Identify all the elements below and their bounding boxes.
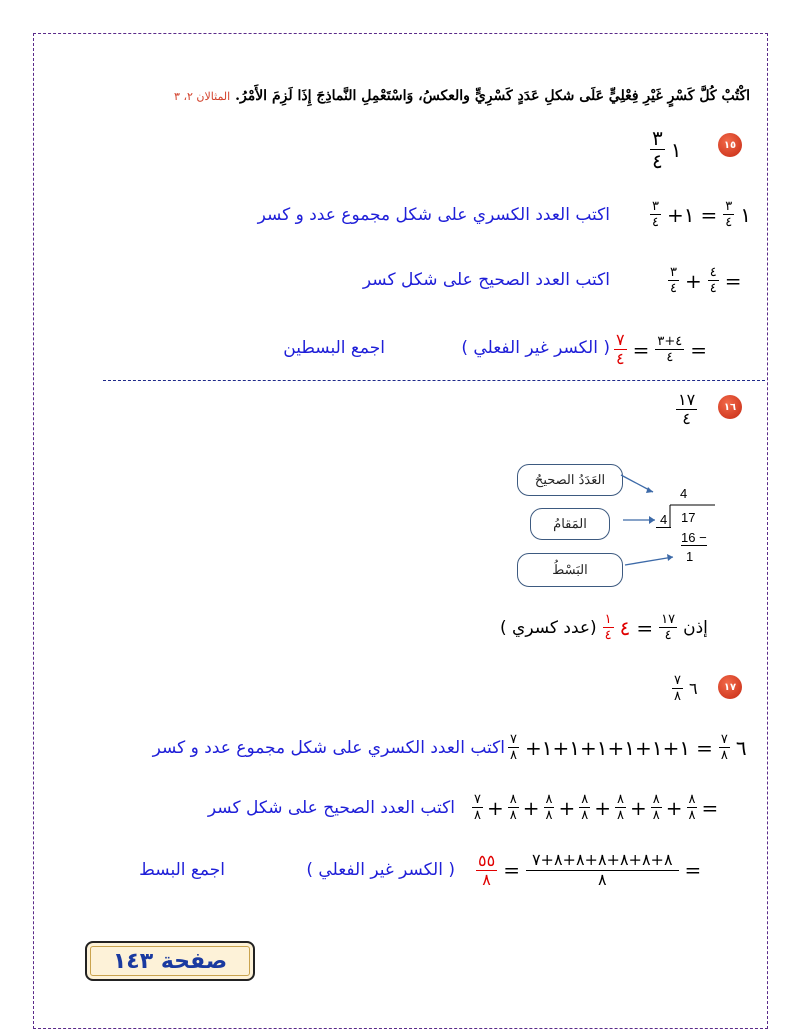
q17-line1-note: اكتب العدد الكسري على شكل مجموع عدد و كسر xyxy=(152,738,505,758)
header-instruction xyxy=(174,88,750,104)
question-15-badge: ١٥ xyxy=(718,133,742,157)
instruction-text: اكْتُبْ كُلَّ كَسْرٍ غَيْرِ فِعْلِيٍّ عَلَى شكلِ عَدَدٍ كَسْرِيٍّ والعكسُ، وَاسْتَعْمِلِ النَّماذِجَ إِذَا لَزِمَ الأَمْرُ. xyxy=(235,88,750,104)
label-numerator: البَسْطُ xyxy=(517,553,623,587)
q17-line1-math: ٦ $\frac{٧}{٨}$ = ١+١+١+١+١+١+ $\frac{٧}{٨}$ xyxy=(510,732,747,763)
q15-given-whole: ١ xyxy=(670,137,682,162)
q15-line2-note: اكتب العدد الصحيح على شكل كسر xyxy=(362,270,610,290)
q17-given: $\frac{٧}{٨}$ ٦ xyxy=(674,673,698,704)
q15-line1-note: اكتب العدد الكسري على شكل مجموع عدد و كسر xyxy=(257,205,610,225)
question-16-badge: ١٦ xyxy=(718,395,742,419)
examples-ref: المثالان ٢، ٣ xyxy=(174,90,231,103)
division-divisor: 4 xyxy=(656,512,671,528)
q15-line1-math: ١ $\frac{٣}{٤}$ = ١+ $\frac{٣}{٤}$ xyxy=(652,199,751,230)
q15-line2-math: = $\frac{٤}{٤}$ + $\frac{٣}{٤}$ xyxy=(670,265,742,296)
q17-line2-note: اكتب العدد الصحيح على شكل كسر xyxy=(207,798,455,818)
section-divider xyxy=(103,380,765,381)
q16-given: $\frac{١٧}{٤}$ xyxy=(678,390,696,428)
q17-line3-note2: اجمع البسط xyxy=(139,860,225,880)
division-diagram xyxy=(615,460,735,590)
q15-line3-note2: اجمع البسطين xyxy=(283,338,385,358)
page-number-badge: صفحة ١٤٣ xyxy=(85,941,255,981)
q16-result: إذن $\frac{١٧}{٤}$ = ٤ $\frac{١}{٤}$ (عدد كسري ) xyxy=(500,612,708,643)
division-dividend: 17 xyxy=(681,510,696,525)
label-denominator: المَقامُ xyxy=(530,508,610,540)
q17-line3-math: = $\frac{٨+٨+٨+٨+٨+٨+٧}{٨}$ = $\frac{٥٥}{٨}$ xyxy=(478,850,702,889)
q15-line3-note1: ( الكسر غير الفعلي ) xyxy=(461,338,610,358)
q17-line2-math: = $\frac{٨}{٨}$ + $\frac{٨}{٨}$ + $\frac{٨}{٨}$ + $\frac{٨}{٨}$ + $\frac{٨}{٨}$ + $\frac{٨}{٨}$ + $\frac{٧}{٨}$ xyxy=(474,792,719,823)
label-whole-number: العَدَدُ الصحيحُ xyxy=(517,464,623,496)
q15-given-fraction: $\frac{٣}{٤}$ xyxy=(652,126,663,173)
q17-line3-note1: ( الكسر غير الفعلي ) xyxy=(306,860,455,880)
division-product: 16 − xyxy=(681,530,707,545)
q15-given xyxy=(650,128,682,171)
question-17-badge: ١٧ xyxy=(718,675,742,699)
division-quotient: 4 xyxy=(680,486,688,501)
q15-line3-math: = $\frac{٤+٣}{٤}$ = $\frac{٧}{٤}$ xyxy=(616,330,707,368)
division-remainder: 1 xyxy=(686,549,694,564)
